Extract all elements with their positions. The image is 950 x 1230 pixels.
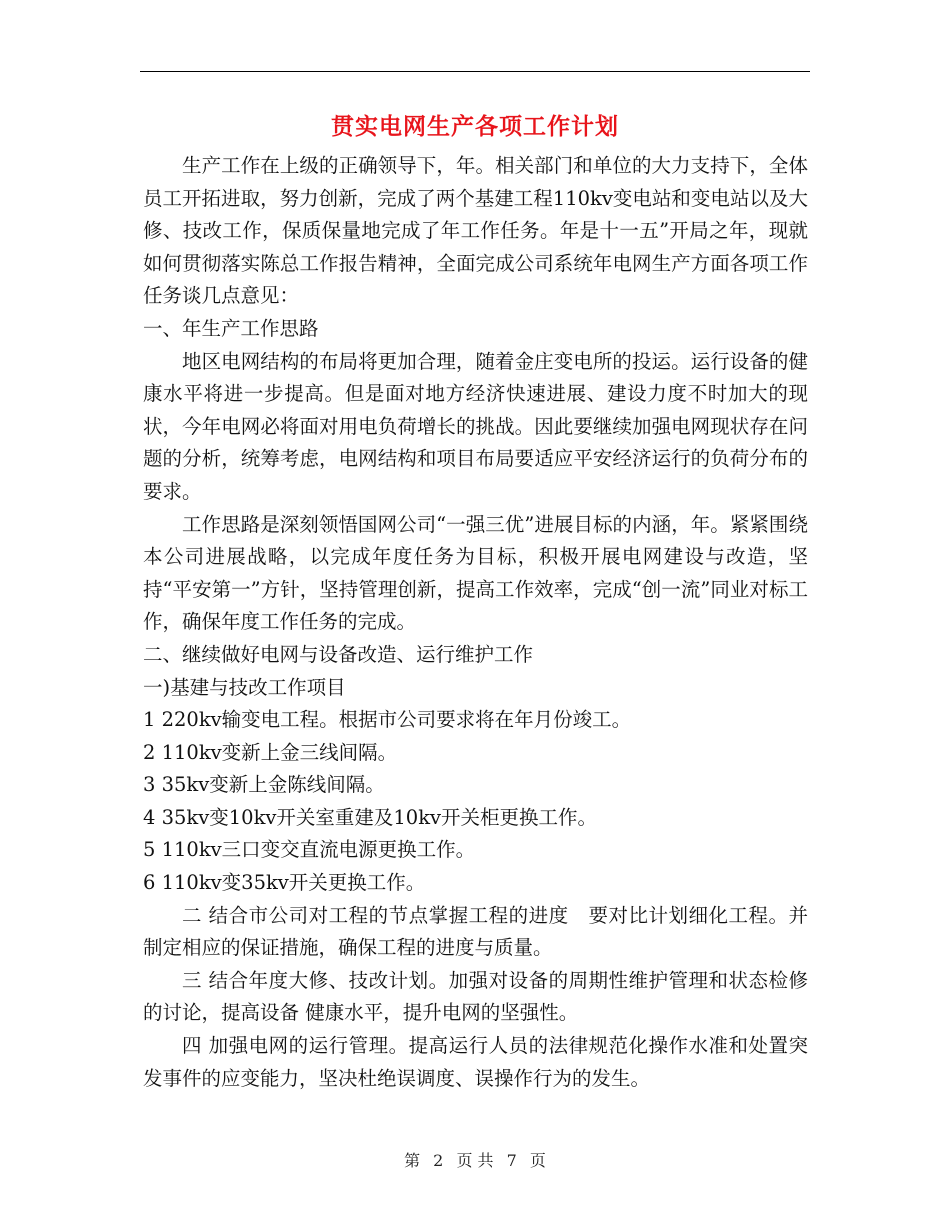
footer-prefix: 第 [404, 1151, 421, 1170]
list-item: 5 110kv三口变交直流电源更换工作。 [143, 838, 476, 862]
document-title: 贯实电网生产各项工作计划 [331, 114, 619, 140]
list-item: 6 110kv变35kv开关更换工作。 [143, 871, 426, 895]
header-rule [140, 71, 810, 72]
paragraph: 一、年生产工作思路 [143, 316, 319, 340]
list-item: 3 35kv变新上金陈线间隔。 [143, 773, 385, 797]
paragraph: 一)基建与技改工作项目 [143, 675, 346, 699]
footer-suffix: 页 [529, 1151, 546, 1170]
paragraph: 二 结合市公司对工程的节点掌握工程的进度 要对比计划细化工程。并制定相应的保证措施，确保工程的进度与质量。 [143, 903, 808, 960]
paragraph: 四 加强电网的运行管理。提高运行人员的法律规范化操作水准和处置突发事件的应变能力，坚决杜绝误调度、误操作行为的发生。 [143, 1034, 808, 1090]
paragraph: 生产工作在上级的正确领导下，年。相关部门和单位的大力支持下，全体员工开拓进取，努力创新，完成了两个基建工程110kv变电站和变电站以及大修、技改工作，保质保量地完成了年工作任务。年是十一五”开局之年，现就如何贯彻落实陈总工作报告精神，全面完成公司系统年电网生产方面各项工作任务谈几点意见： [143, 154, 808, 308]
page-total: 7 [506, 1151, 517, 1170]
paragraph: 三 结合年度大修、技改计划。加强对设备的周期性维护管理和状态检修的讨论，提高设备 健康水平，提升电网的坚强性。 [143, 968, 808, 1025]
footer-middle: 页 共 [456, 1151, 494, 1170]
page-footer [0, 1148, 950, 1171]
list-item: 4 35kv变10kv开关室重建及10kv开关柜更换工作。 [143, 805, 598, 829]
page-number: 2 [433, 1151, 444, 1170]
document-body [143, 150, 808, 1095]
paragraph: 地区电网结构的布局将更加合理，随着金庄变电所的投运。运行设备的健康水平将进一步提高。但是面对地方经济快速进展、建设力度不时加大的现状，今年电网必将面对用电负荷增长的挑战。因此要继续加强电网现状存在问题的分析，统筹考虑，电网结构和项目布局要适应平安经济运行的负荷分布的要求。 [143, 349, 808, 503]
list-item: 1 220kv输变电工程。根据市公司要求将在年月份竣工。 [143, 708, 632, 732]
list-item: 2 110kv变新上金三线间隔。 [143, 740, 398, 764]
paragraph: 二、继续做好电网与设备改造、运行维护工作 [143, 642, 534, 666]
paragraph: 工作思路是深刻领悟国网公司“一强三优”进展目标的内涵，年。紧紧围绕本公司进展战略，以完成年度任务为目标，积极开展电网建设与改造，坚持“平安第一”方针，坚持管理创新，提高工作效率，完成“创一流”同业对标工作，确保年度工作任务的完成。 [143, 512, 808, 634]
